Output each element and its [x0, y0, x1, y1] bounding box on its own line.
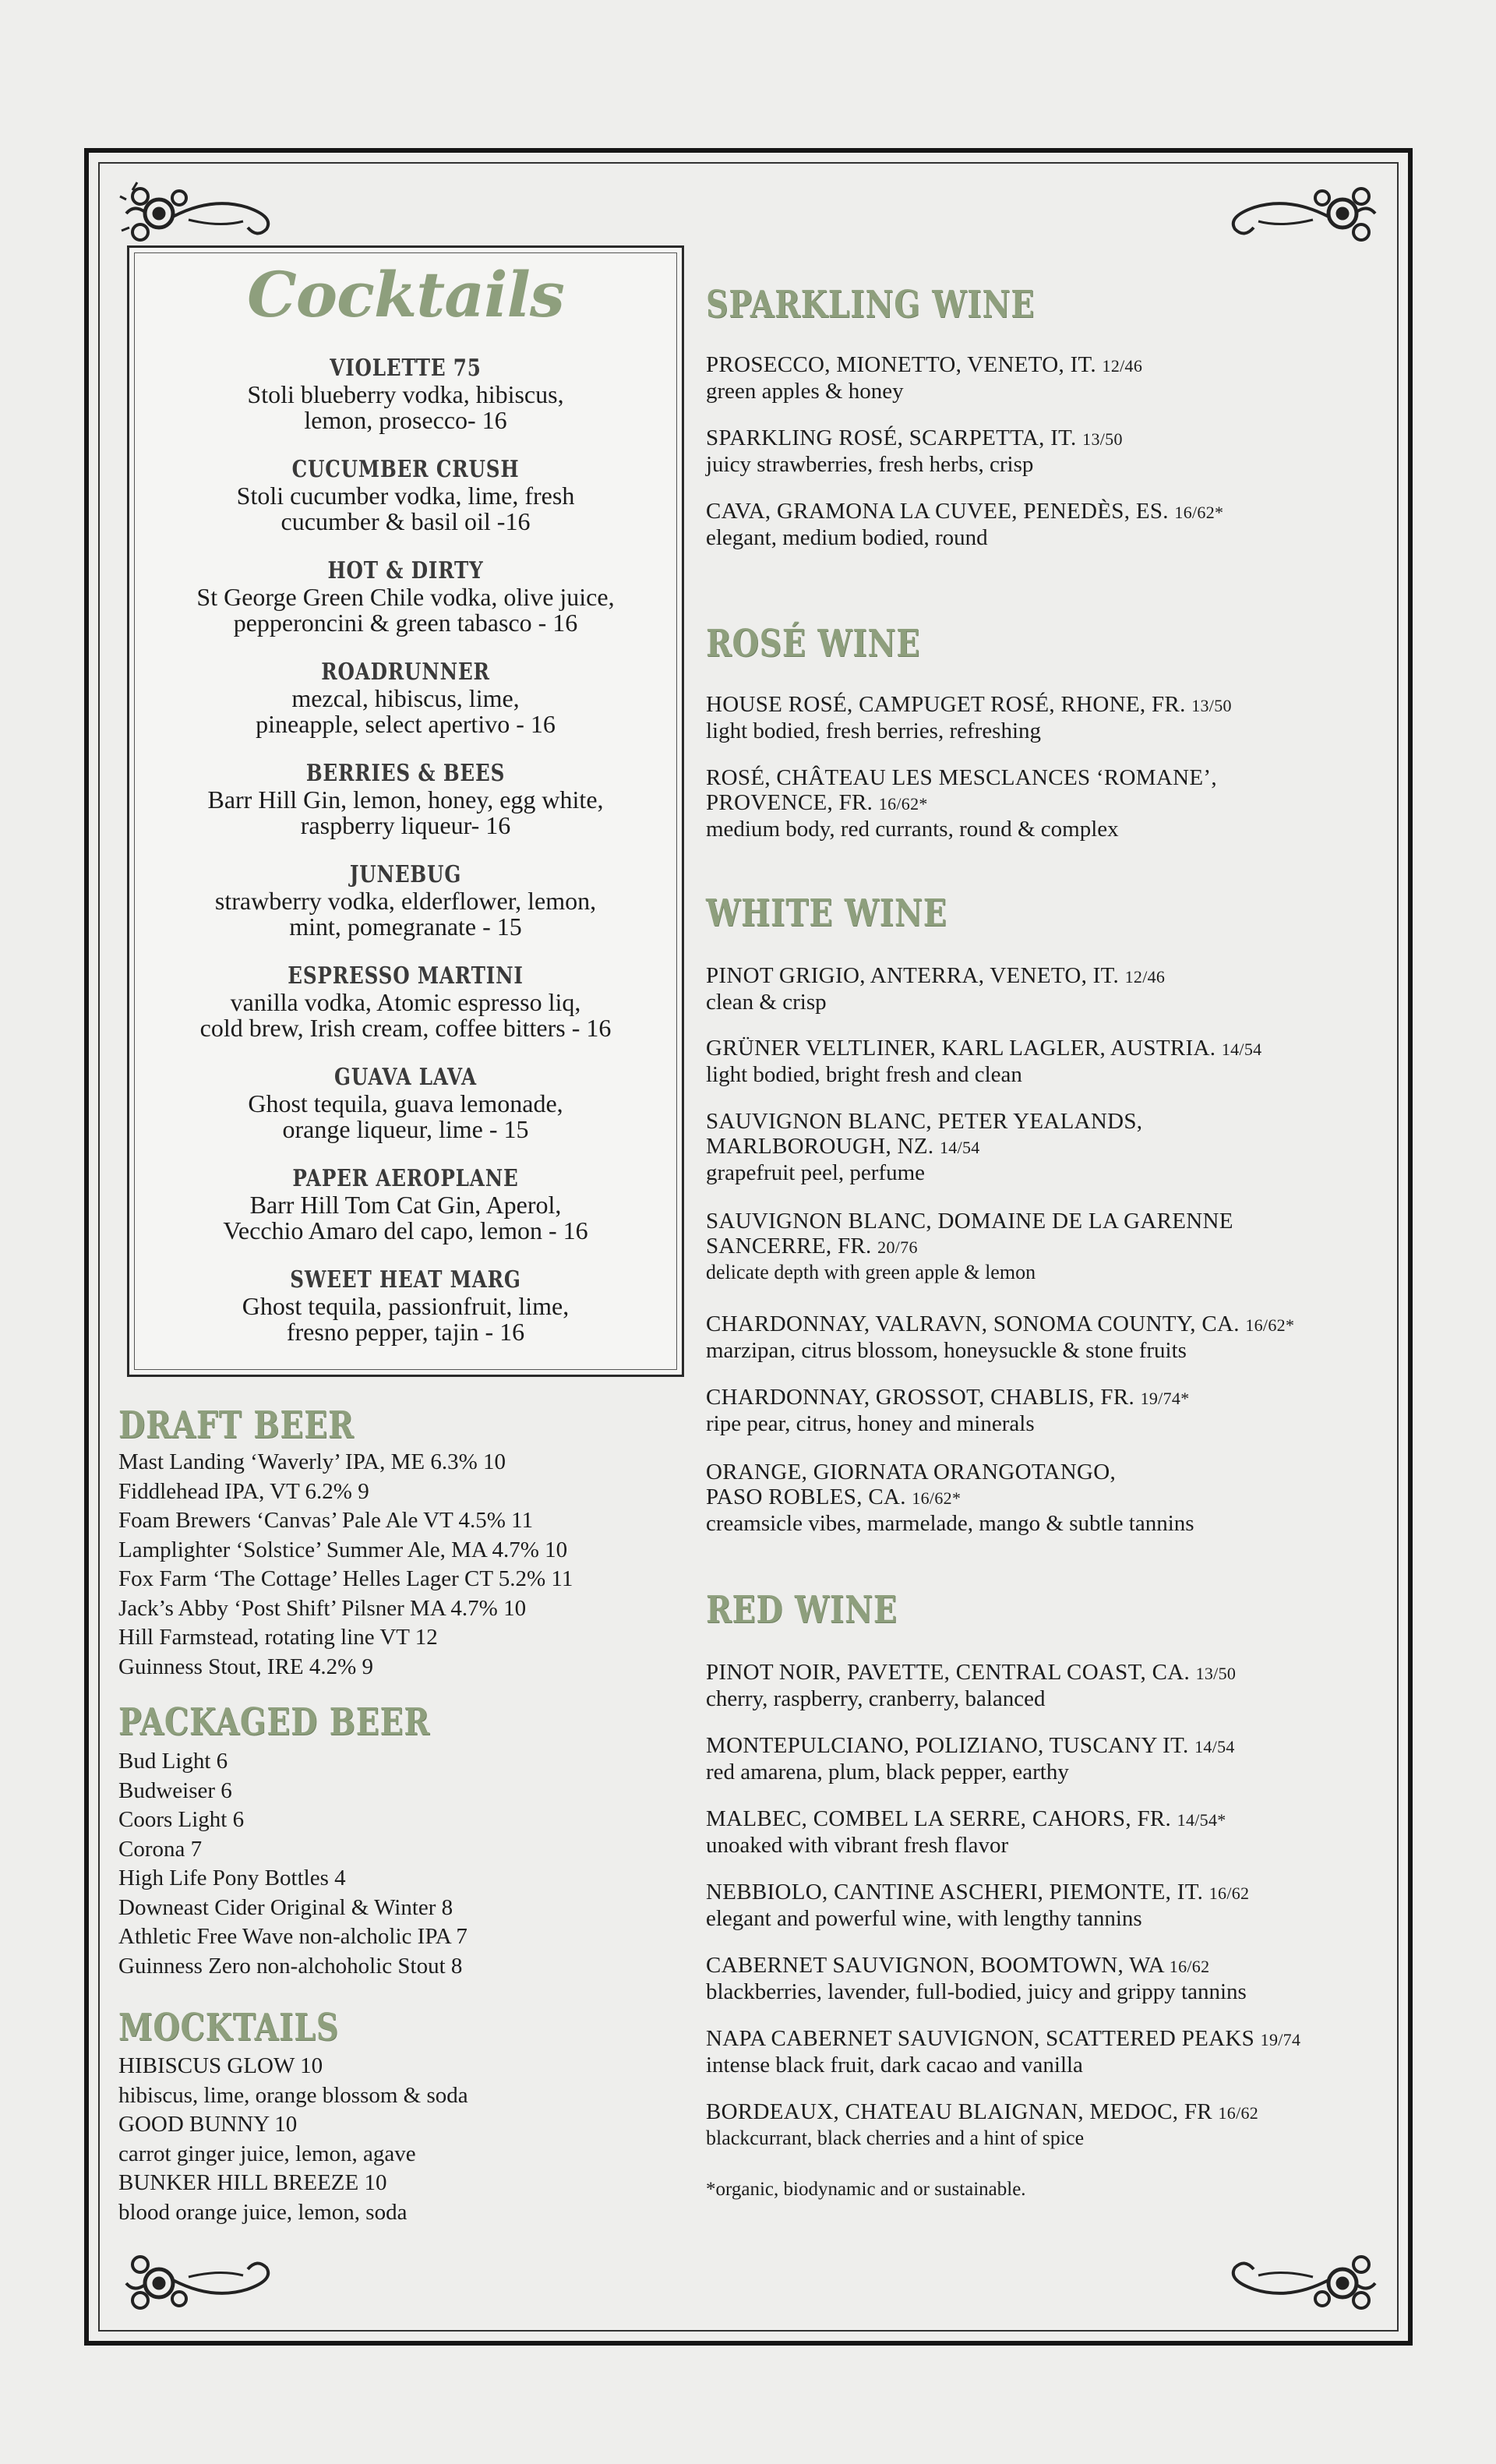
wine-name: HOUSE ROSÉ, CAMPUGET ROSÉ, RHONE, FR.	[706, 692, 1186, 717]
cocktail-item	[129, 1267, 682, 1345]
wine-name-line2: SANCERRE, FR.	[706, 1234, 872, 1258]
cocktail-name: PAPER AEROPLANE	[292, 1165, 519, 1192]
cocktail-name: JUNEBUG	[349, 861, 462, 888]
cocktail-desc: cucumber & basil oil -16	[280, 507, 531, 535]
wine-item	[706, 963, 1392, 1015]
cocktail-desc: cold brew, Irish cream, coffee bitters - 16	[199, 1014, 612, 1042]
wine-item	[706, 1660, 1392, 1711]
wine-name-line2: PASO ROBLES, CA.	[706, 1484, 906, 1509]
list-item: Mast Landing ‘Waverly’ IPA, ME 6.3% 10	[118, 1449, 506, 1474]
wine-name: ROSÉ, CHÂTEAU LES MESCLANCES ‘ROMANE’,	[706, 765, 1217, 790]
wine-item	[706, 1880, 1392, 1931]
list-item: High Life Pony Bottles 4	[118, 1866, 346, 1890]
wine-price: 20/76	[877, 1237, 918, 1257]
wine-item	[706, 2026, 1392, 2077]
list-item: Guinness Stout, IRE 4.2% 9	[118, 1654, 374, 1679]
wine-price: 19/74*	[1140, 1389, 1190, 1408]
sparkling-wine-heading: SPARKLING WINE	[706, 283, 1036, 327]
corner-ornament-icon	[111, 173, 290, 251]
wine-name: PINOT GRIGIO, ANTERRA, VENETO, IT.	[706, 963, 1120, 988]
wine-name: SAUVIGNON BLANC, PETER YEALANDS,	[706, 1109, 1143, 1134]
wine-name: MALBEC, COMBEL LA SERRE, CAHORS, FR.	[706, 1806, 1172, 1831]
cocktail-desc: fresno pepper, tajin - 16	[286, 1318, 525, 1346]
wine-name: NEBBIOLO, CANTINE ASCHERI, PIEMONTE, IT.	[706, 1880, 1204, 1904]
wine-name: NAPA CABERNET SAUVIGNON, SCATTERED PEAKS	[706, 2026, 1255, 2051]
wine-price: 16/62*	[1245, 1315, 1295, 1335]
cocktail-item	[129, 1166, 682, 1244]
mocktails-heading: MOCKTAILS	[118, 2006, 339, 2049]
list-item: Bud Light 6	[118, 1749, 228, 1774]
wine-item	[706, 765, 1392, 842]
list-item: HIBISCUS GLOW 10	[118, 2053, 323, 2078]
wine-desc: unoaked with vibrant fresh flavor	[706, 1833, 1009, 1858]
cocktail-desc: pineapple, select apertivo - 16	[256, 710, 556, 738]
wine-desc: marzipan, citrus blossom, honeysuckle & stone fruits	[706, 1338, 1187, 1363]
wine-desc: light bodied, fresh berries, refreshing	[706, 718, 1042, 743]
list-item: Athletic Free Wave non-alcholic IPA 7	[118, 1924, 468, 1949]
list-item: GOOD BUNNY 10	[118, 2112, 298, 2137]
cocktail-desc: Vecchio Amaro del capo, lemon - 16	[223, 1216, 588, 1244]
wine-price: 16/62*	[912, 1488, 961, 1508]
wine-price: 13/50	[1191, 696, 1232, 715]
white-wine-heading: WHITE WINE	[706, 891, 947, 935]
list-item: Jack’s Abby ‘Post Shift’ Pilsner MA 4.7% 10	[118, 1595, 527, 1621]
wine-desc: elegant, medium bodied, round	[706, 525, 988, 550]
cocktail-item	[129, 761, 682, 838]
cocktail-desc: Ghost tequila, passionfruit, lime,	[242, 1292, 570, 1320]
wine-desc: blackcurrant, black cherries and a hint of spice	[706, 2127, 1085, 2149]
cocktail-desc: mezcal, hibiscus, lime,	[291, 684, 520, 712]
packaged-beer-list	[118, 1747, 468, 1981]
cocktail-desc: St George Green Chile vodka, olive juice,	[196, 583, 615, 611]
wine-item	[706, 499, 1392, 550]
list-item: Coors Light 6	[118, 1807, 245, 1832]
wine-name: GRÜNER VELTLINER, KARL LAGLER, AUSTRIA.	[706, 1036, 1216, 1061]
wine-desc: clean & crisp	[706, 990, 827, 1015]
wine-desc: green apples & honey	[706, 379, 904, 404]
wine-item	[706, 1109, 1392, 1185]
cocktail-desc: strawberry vodka, elderflower, lemon,	[214, 887, 597, 915]
wine-price: 16/62	[1218, 2103, 1259, 2123]
wine-price: 16/62*	[878, 794, 928, 814]
draft-beer-heading: DRAFT BEER	[118, 1403, 355, 1447]
cocktail-name: BERRIES & BEES	[305, 760, 506, 787]
cocktail-name: ESPRESSO MARTINI	[288, 962, 524, 990]
wine-price: 14/54	[1221, 1040, 1262, 1059]
cocktail-desc: vanilla vodka, Atomic espresso liq,	[230, 988, 581, 1016]
wine-price: 12/46	[1124, 967, 1166, 987]
wine-item	[706, 425, 1392, 477]
draft-beer-list	[118, 1448, 573, 1682]
list-item: Foam Brewers ‘Canvas’ Pale Ale VT 4.5% 11	[118, 1508, 534, 1533]
cocktail-name: ROADRUNNER	[321, 658, 490, 686]
wine-item	[706, 1733, 1392, 1784]
wine-price: 14/54*	[1177, 1810, 1226, 1830]
list-item: BUNKER HILL BREEZE 10	[118, 2170, 387, 2195]
cocktail-desc: Ghost tequila, guava lemonade,	[248, 1089, 563, 1117]
cocktail-desc: Stoli blueberry vodka, hibiscus,	[247, 380, 564, 408]
cocktail-desc: orange liqueur, lime - 15	[282, 1115, 529, 1143]
packaged-beer-heading: PACKAGED BEER	[118, 1700, 430, 1744]
list-item: carrot ginger juice, lemon, agave	[118, 2141, 416, 2166]
cocktail-item	[129, 558, 682, 636]
cocktail-name: VIOLETTE 75	[330, 355, 482, 382]
red-wine-heading: RED WINE	[706, 1588, 898, 1632]
cocktail-name: GUAVA LAVA	[334, 1064, 477, 1091]
cocktail-desc: pepperoncini & green tabasco - 16	[233, 609, 578, 637]
wine-desc: light bodied, bright fresh and clean	[706, 1062, 1022, 1087]
cocktail-item	[129, 659, 682, 737]
wine-name: CHARDONNAY, VALRAVN, SONOMA COUNTY, CA.	[706, 1311, 1240, 1336]
list-item: Fox Farm ‘The Cottage’ Helles Lager CT 5.2% 11	[118, 1566, 573, 1591]
wine-desc: ripe pear, citrus, honey and minerals	[706, 1411, 1035, 1436]
wine-desc: cherry, raspberry, cranberry, balanced	[706, 1686, 1046, 1711]
wine-desc: creamsicle vibes, marmelade, mango & subtle tannins	[706, 1511, 1194, 1536]
wine-name: PROSECCO, MIONETTO, VENETO, IT.	[706, 352, 1096, 377]
cocktail-desc: Barr Hill Gin, lemon, honey, egg white,	[207, 785, 604, 814]
cocktail-item	[129, 862, 682, 940]
list-item: hibiscus, lime, orange blossom & soda	[118, 2082, 468, 2108]
cocktail-desc: lemon, prosecco- 16	[304, 406, 507, 434]
wine-name: CABERNET SAUVIGNON, BOOMTOWN, WA	[706, 1953, 1164, 1978]
list-item: Corona 7	[118, 1836, 203, 1862]
wine-name: SAUVIGNON BLANC, DOMAINE DE LA GARENNE	[706, 1209, 1233, 1234]
wine-name-line2: MARLBOROUGH, NZ.	[706, 1134, 934, 1159]
mocktails-list	[118, 2052, 468, 2227]
wine-name: BORDEAUX, CHATEAU BLAIGNAN, MEDOC, FR	[706, 2099, 1212, 2124]
wine-desc: blackberries, lavender, full-bodied, juicy and grippy tannins	[706, 1979, 1247, 2004]
wine-price: 14/54	[939, 1138, 980, 1157]
list-item: Hill Farmstead, rotating line VT 12	[118, 1625, 438, 1650]
wine-item	[706, 2099, 1392, 2151]
wine-name: PINOT NOIR, PAVETTE, CENTRAL COAST, CA.	[706, 1660, 1191, 1685]
list-item: Fiddlehead IPA, VT 6.2% 9	[118, 1478, 369, 1504]
wine-desc: delicate depth with green apple & lemon	[706, 1261, 1036, 1283]
wine-name: CAVA, GRAMONA LA CUVEE, PENEDÈS, ES.	[706, 499, 1169, 524]
wine-desc: grapefruit peel, perfume	[706, 1160, 925, 1185]
wine-item	[706, 352, 1392, 404]
cocktail-item	[129, 457, 682, 535]
list-item: Lamplighter ‘Solstice’ Summer Ale, MA 4.7% 10	[118, 1537, 568, 1562]
wine-name-line2: PROVENCE, FR.	[706, 790, 873, 815]
wine-item	[706, 692, 1392, 743]
list-item: Guinness Zero non-alchoholic Stout 8	[118, 1953, 463, 1979]
list-item: Downeast Cider Original & Winter 8	[118, 1894, 453, 1920]
cocktail-desc: Stoli cucumber vodka, lime, fresh	[236, 482, 575, 510]
wine-name: MONTEPULCIANO, POLIZIANO, TUSCANY IT.	[706, 1733, 1189, 1758]
rose-wine-heading: ROSÉ WINE	[706, 622, 921, 665]
wine-desc: intense black fruit, dark cacao and vanilla	[706, 2053, 1083, 2077]
wine-desc: red amarena, plum, black pepper, earthy	[706, 1760, 1069, 1784]
list-item: Budweiser 6	[118, 1777, 232, 1803]
cocktail-desc: raspberry liqueur- 16	[300, 811, 511, 839]
wine-price: 16/62	[1208, 1883, 1250, 1903]
cocktail-desc: mint, pomegranate - 15	[289, 913, 522, 941]
wine-desc: juicy strawberries, fresh herbs, crisp	[706, 452, 1034, 477]
wine-price: 13/50	[1195, 1664, 1237, 1683]
cocktail-name: SWEET HEAT MARG	[290, 1266, 521, 1294]
corner-ornament-icon	[1212, 173, 1391, 251]
wine-item	[706, 1460, 1392, 1536]
wine-name: SPARKLING ROSÉ, SCARPETTA, IT.	[706, 425, 1077, 450]
wine-name: CHARDONNAY, GROSSOT, CHABLIS, FR.	[706, 1385, 1135, 1410]
wine-item	[706, 1036, 1392, 1087]
wine-price: 14/54	[1194, 1737, 1235, 1756]
wine-price: 16/62	[1169, 1957, 1210, 1976]
wine-item	[706, 1806, 1392, 1858]
corner-ornament-icon	[111, 2246, 290, 2324]
wine-item	[706, 1385, 1392, 1436]
cocktail-item	[129, 355, 682, 433]
footnote: *organic, biodynamic and or sustainable.	[706, 2179, 1026, 2200]
wine-item	[706, 1953, 1392, 2004]
cocktail-name: HOT & DIRTY	[327, 557, 484, 584]
wine-price: 13/50	[1082, 429, 1123, 449]
cocktails-box	[127, 245, 684, 1377]
wine-price: 19/74	[1260, 2030, 1301, 2049]
cocktails-title: Cocktails	[247, 258, 564, 331]
wine-price: 12/46	[1102, 356, 1143, 376]
cocktail-desc: Barr Hill Tom Cat Gin, Aperol,	[249, 1191, 562, 1219]
corner-ornament-icon	[1212, 2246, 1391, 2324]
wine-desc: elegant and powerful wine, with lengthy tannins	[706, 1906, 1142, 1931]
wine-item	[706, 1311, 1392, 1363]
cocktail-name: CUCUMBER CRUSH	[291, 456, 520, 483]
wine-desc: medium body, red currants, round & complex	[706, 817, 1119, 842]
cocktail-item	[129, 963, 682, 1041]
wine-price: 16/62*	[1174, 503, 1224, 522]
cocktail-item	[129, 1064, 682, 1142]
wine-item	[706, 1209, 1392, 1285]
wine-name: ORANGE, GIORNATA ORANGOTANGO,	[706, 1460, 1117, 1484]
list-item: blood orange juice, lemon, soda	[118, 2199, 408, 2225]
